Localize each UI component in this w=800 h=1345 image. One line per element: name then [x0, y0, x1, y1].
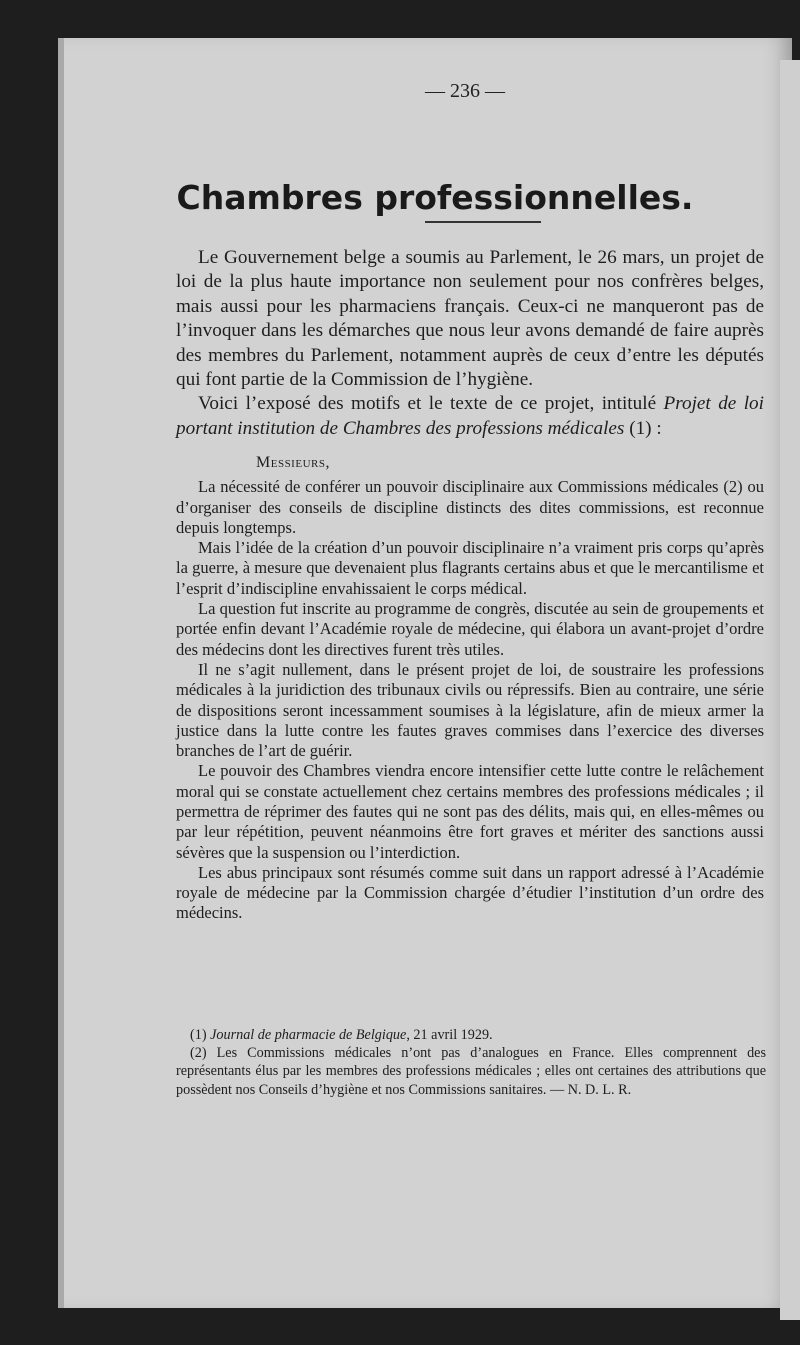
- footnote-1-number: (1): [190, 1027, 211, 1043]
- intro-paragraph-2-end: (1) :: [624, 417, 662, 439]
- letter-paragraph-5: Le pouvoir des Chambres viendra encore intensifier cette lutte contre le relâchement moral qui se constate actuellement chez certains membres des professions médicales ; il permettra de réprimer des fautes qui ne sont pas des délits, mais qui, en elles-mêmes ou par leur répétition, peuvent néanmoins être fort graves et mériter des sanctions aussi sévères que la suspension ou l’interdiction.: [176, 761, 764, 862]
- footnote-1: [176, 1026, 766, 1044]
- main-text: [176, 246, 764, 924]
- letter-paragraph-6: Les abus principaux sont résumés comme suit dans un rapport adressé à l’Académie royale de médecine par la Commission chargée d’étudier l’institution d’un ordre des médecins.: [176, 862, 764, 923]
- footnote-1-date: , 21 avril 1929.: [406, 1027, 493, 1043]
- intro-paragraph-2: [176, 392, 764, 441]
- intro-paragraph-2-text: Voici l’exposé des motifs et le texte de ce projet, intitulé: [198, 393, 664, 415]
- footnotes: [176, 1026, 766, 1099]
- intro-paragraph-1: Le Gouvernement belge a soumis au Parlement, le 26 mars, un projet de loi de la plus haute importance non seulement pour nos confrères belges, mais aussi pour les pharmaciens français. Ceux-ci ne manqueront pas de l’invoquer dans les démarches que nous leur avons demandé de faire auprès des membres du Parlement, notamment auprès de ceux d’entre les députés qui font partie de la Commission de l’hygiène.: [176, 247, 764, 391]
- page-edge: [780, 60, 800, 1320]
- salutation: Messieurs,: [256, 454, 330, 472]
- footnote-1-journal: Journal de pharmacie de Belgique: [210, 1027, 407, 1043]
- letter-paragraph-1: La nécessité de conférer un pouvoir disciplinaire aux Commissions médicales (2) ou d’organiser des conseils de discipline distincts des dites commissions, est reconnue depuis longtemps.: [176, 477, 764, 537]
- footnote-2: (2) Les Commissions médicales n’ont pas d’analogues en France. Elles comprennent des représentants élus par les membres des professions médicales ; elles ont certaines des attributions que possèdent nos Conseils d’hygiène et nos Commissions sanitaires. — N. D. L. R.: [176, 1045, 766, 1098]
- letter-paragraph-3: La question fut inscrite au programme de congrès, discutée au sein de groupements et portée enfin devant l’Académie royale de médecine, qui élabora un avant-projet d’ordre des médecins dont les directives furent très utiles.: [176, 599, 764, 659]
- letter-paragraph-4: Il ne s’agit nullement, dans le présent projet de loi, de soustraire les professions médicales à la juridiction des tribunaux civils ou répressifs. Bien au contraire, une série de dispositions seront incessamment soumises à la législature, afin de mieux armer la justice dans la lutte contre les fautes graves commises dans l’exercice des diverses branches de l’art de guérir.: [176, 659, 764, 761]
- page-number: — 236 —: [425, 80, 505, 102]
- bill-title: Projet de loi portant institution de Chambres des professions médicales: [176, 393, 764, 439]
- intro-section: [176, 246, 764, 441]
- letter-section: [176, 477, 764, 924]
- title-rule: [425, 221, 541, 223]
- chapter-title: Chambres professionnelles.: [176, 178, 694, 217]
- letter-paragraph-2: Mais l’idée de la création d’un pouvoir disciplinaire n’a vraiment pris corps qu’après la guerre, à mesure que devenaient plus flagrants certains abus et que le mercantilisme et l’esprit d’indiscipline envahissaient le corps médical.: [176, 538, 764, 598]
